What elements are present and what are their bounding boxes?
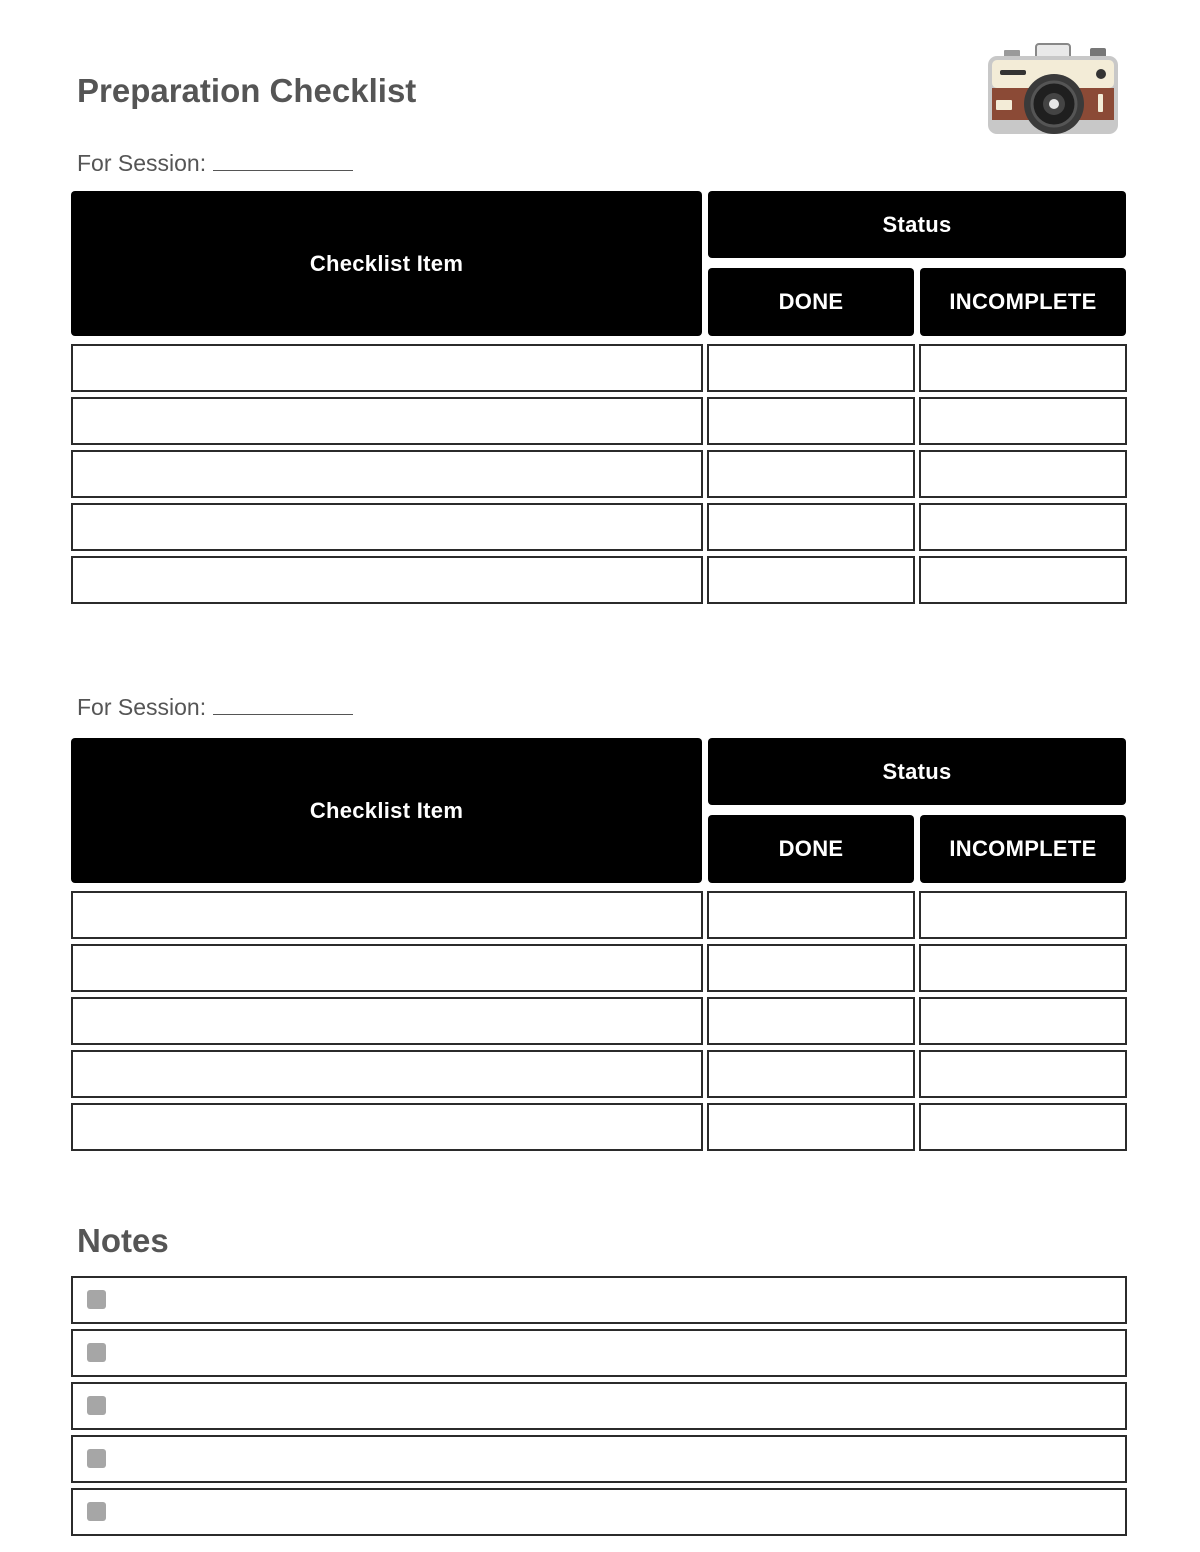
session-label-2: For Session: — [77, 694, 353, 721]
incomplete-cell[interactable] — [919, 397, 1127, 445]
session-label-1: For Session: — [77, 150, 353, 177]
done-cell[interactable] — [707, 997, 915, 1045]
incomplete-cell[interactable] — [919, 997, 1127, 1045]
note-checkbox[interactable] — [87, 1449, 106, 1468]
header-done: DONE — [708, 815, 914, 883]
note-line[interactable] — [71, 1382, 1127, 1430]
header-checklist-item: Checklist Item — [71, 191, 702, 336]
item-cell[interactable] — [71, 397, 703, 445]
camera-icon — [986, 42, 1120, 138]
incomplete-cell[interactable] — [919, 1050, 1127, 1098]
item-cell[interactable] — [71, 944, 703, 992]
item-cell[interactable] — [71, 344, 703, 392]
incomplete-cell[interactable] — [919, 450, 1127, 498]
done-cell[interactable] — [707, 556, 915, 604]
done-cell[interactable] — [707, 397, 915, 445]
incomplete-cell[interactable] — [919, 503, 1127, 551]
incomplete-cell[interactable] — [919, 891, 1127, 939]
done-cell[interactable] — [707, 503, 915, 551]
note-checkbox[interactable] — [87, 1502, 106, 1521]
header-status: Status — [708, 191, 1126, 258]
note-checkbox[interactable] — [87, 1343, 106, 1362]
item-cell[interactable] — [71, 503, 703, 551]
header-done: DONE — [708, 268, 914, 336]
session-blank[interactable] — [213, 713, 353, 715]
notes-title: Notes — [77, 1222, 169, 1259]
checklist-table-2 — [71, 738, 1127, 1152]
item-cell[interactable] — [71, 1050, 703, 1098]
done-cell[interactable] — [707, 891, 915, 939]
note-line[interactable] — [71, 1276, 1127, 1324]
done-cell[interactable] — [707, 944, 915, 992]
session-blank[interactable] — [213, 169, 353, 171]
header-incomplete: INCOMPLETE — [920, 815, 1126, 883]
note-line[interactable] — [71, 1435, 1127, 1483]
incomplete-cell[interactable] — [919, 1103, 1127, 1151]
header-checklist-item: Checklist Item — [71, 738, 702, 883]
done-cell[interactable] — [707, 344, 915, 392]
incomplete-cell[interactable] — [919, 944, 1127, 992]
incomplete-cell[interactable] — [919, 344, 1127, 392]
done-cell[interactable] — [707, 1050, 915, 1098]
note-checkbox[interactable] — [87, 1396, 106, 1415]
page-title: Preparation Checklist — [77, 72, 417, 109]
item-cell[interactable] — [71, 1103, 703, 1151]
note-line[interactable] — [71, 1329, 1127, 1377]
done-cell[interactable] — [707, 450, 915, 498]
item-cell[interactable] — [71, 891, 703, 939]
item-cell[interactable] — [71, 556, 703, 604]
item-cell[interactable] — [71, 450, 703, 498]
incomplete-cell[interactable] — [919, 556, 1127, 604]
checklist-table-1 — [71, 191, 1127, 605]
item-cell[interactable] — [71, 997, 703, 1045]
note-checkbox[interactable] — [87, 1290, 106, 1309]
note-line[interactable] — [71, 1488, 1127, 1536]
header-incomplete: INCOMPLETE — [920, 268, 1126, 336]
header-status: Status — [708, 738, 1126, 805]
done-cell[interactable] — [707, 1103, 915, 1151]
